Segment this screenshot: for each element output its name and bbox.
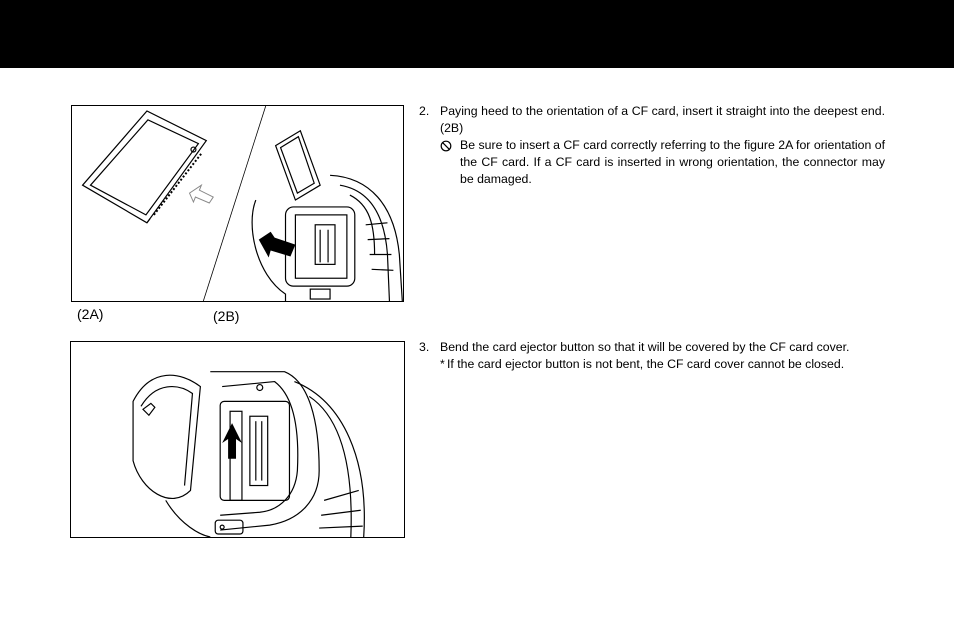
cf-card-insertion-drawing — [72, 106, 403, 301]
asterisk-mark: * — [440, 357, 445, 371]
step-2-text: Paying heed to the orientation of a CF card, insert it straight into the deepest end. (2B) — [440, 104, 885, 135]
step-2-instruction — [419, 103, 885, 193]
step-2-number: 2. — [419, 104, 430, 118]
prohibition-icon — [440, 137, 452, 157]
figure-3-illustration — [70, 341, 405, 538]
figure-2a-2b-illustration — [71, 105, 404, 302]
figure-2b-caption: (2B) — [213, 308, 240, 324]
card-ejector-drawing — [71, 342, 404, 537]
figure-2a-caption: (2A) — [77, 306, 104, 322]
step-3-note-text: If the card ejector button is not bent, the CF card cover cannot be closed. — [447, 357, 845, 371]
header-bar — [0, 0, 954, 68]
step-3-instruction — [419, 339, 885, 379]
step-2-caution-text: Be sure to insert a CF card correctly referring to the figure 2A for orientation of the CF card. If a CF card is inserted in wrong orientation, the connector may be damaged. — [460, 138, 885, 186]
step-3-number: 3. — [419, 340, 430, 354]
step-3-text: Bend the card ejector button so that it will be covered by the CF card cover. — [440, 340, 850, 354]
